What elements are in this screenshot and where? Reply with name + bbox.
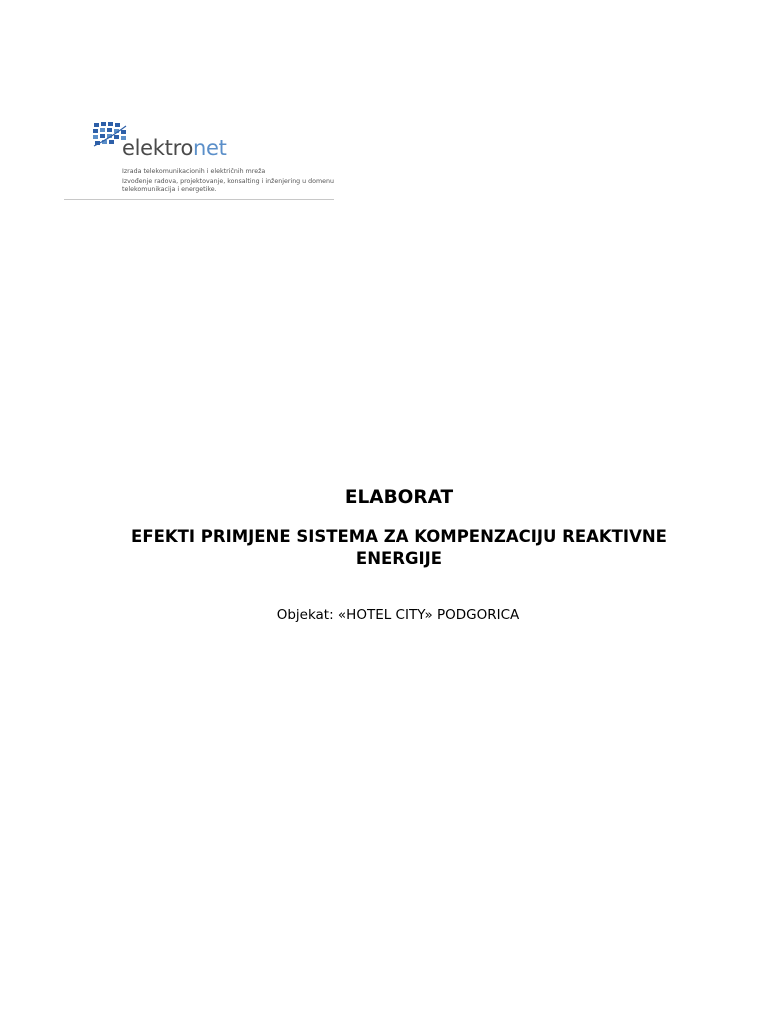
document-title: ELABORAT bbox=[344, 487, 454, 508]
company-logo bbox=[64, 118, 335, 193]
logo-tagline bbox=[122, 168, 337, 195]
tagline-line-1: Izrada telekomunikacionih i električnih mreža bbox=[122, 168, 266, 175]
logo-word-part1: elektro bbox=[122, 136, 193, 160]
document-subtitle: EFEKTI PRIMJENE SISTEMA ZA KOMPENZACIJU REAKTIVNE ENERGIJE bbox=[131, 527, 667, 568]
document-object-line: Objekat: «HOTEL CITY» PODGORICA bbox=[276, 607, 520, 623]
header-divider bbox=[64, 199, 334, 200]
tagline-line-2: Izvođenje radova, projektovanje, konsalting i inženjering u domenu telekomunikacija i energetike. bbox=[122, 177, 335, 193]
logo-wordmark bbox=[122, 138, 227, 159]
logo-word-part2: net bbox=[193, 136, 227, 160]
